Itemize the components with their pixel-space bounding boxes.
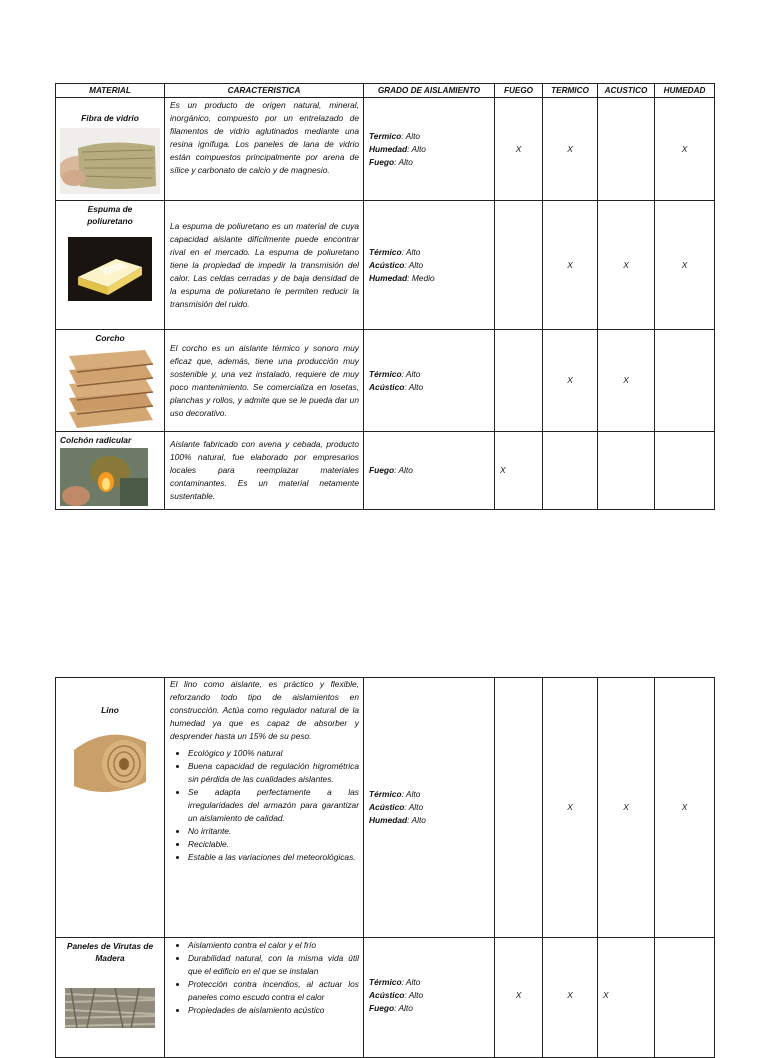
materials-table-1 bbox=[55, 83, 715, 510]
grade-line bbox=[369, 989, 494, 1002]
grade-cell bbox=[364, 98, 495, 201]
mark-humedad: X bbox=[655, 98, 715, 201]
grade-line bbox=[369, 259, 494, 272]
material-cell bbox=[56, 201, 165, 330]
list-item: • Aislamiento contra el calor y el frío bbox=[188, 939, 359, 952]
grade-line bbox=[369, 1002, 494, 1015]
linen-roll-image bbox=[68, 720, 152, 802]
mark-termico: X bbox=[543, 201, 598, 330]
table-row bbox=[56, 201, 715, 330]
grade-value: : Alto bbox=[407, 143, 426, 154]
material-cell bbox=[56, 432, 165, 510]
table-row bbox=[56, 938, 715, 1058]
grade-value: : Alto bbox=[401, 789, 421, 799]
grade-key: Humedad bbox=[369, 815, 408, 825]
table-row bbox=[56, 678, 715, 938]
grade-key: Acústico bbox=[369, 990, 405, 1000]
material-cell bbox=[56, 938, 165, 1058]
grade-value: : Alto bbox=[394, 1003, 413, 1013]
description-cell: La espuma de poliuretano es un material de cuya capacidad aislante difícilmente puede encontrar rival en el mercado. La espuma de poliuretano tiene la propiedad de impedir la transmisión del calor. Las celdas cerradas y de baja densidad de la espuma de poliuretano le permiten reducir la transmisión del ruido. bbox=[165, 201, 364, 330]
description-cell: Es un producto de origen natural, mineral, inorgánico, compuesto por un entrelazado de filamentos de vidrio aglutinados mediante una resina ignífuga. Los paneles de lana de vidrio están compuestos principalmente por arena de sílice y carbonato de calcio y de magnesio. bbox=[165, 98, 364, 201]
mark-acustico: X bbox=[598, 201, 655, 330]
grade-line bbox=[369, 156, 494, 169]
list-item: • Ecológico y 100% natural bbox=[188, 747, 359, 760]
grade-cell bbox=[364, 938, 495, 1058]
grade-value: : Alto bbox=[407, 815, 426, 825]
description-cell: Aislante fabricado con avena y cebada, producto 100% natural, fue elaborado por empresarios locales para reemplazar materiales contaminantes. Es un material netamente sustentable. bbox=[165, 432, 364, 510]
description-cell: El corcho es un aislante térmico y sonoro muy eficaz que, además, tiene una producción muy sostenible y, una vez instalado, requiere de muy poco mantenimiento. Se comercializa en losetas, planchas y rollos, y admite que se le pueda dar un uso decorativo. bbox=[165, 330, 364, 432]
grade-value: : Alto bbox=[401, 130, 421, 141]
list-item: • Durabilidad natural, con la misma vida útil que el edificio en el que se instalan bbox=[188, 952, 359, 978]
header-termico: TERMICO bbox=[543, 84, 598, 98]
grade-line bbox=[369, 464, 494, 477]
grade-value: : Alto bbox=[401, 246, 421, 257]
mark-termico bbox=[543, 432, 598, 510]
material-name: Lino bbox=[101, 705, 119, 715]
mark-fuego: X bbox=[495, 938, 543, 1058]
header-grado: GRADO DE AISLAMIENTO bbox=[364, 84, 495, 98]
mark-acustico: X bbox=[598, 678, 655, 938]
grade-key: Fuego bbox=[369, 156, 395, 167]
grade-key: Térmico bbox=[369, 789, 402, 799]
header-row bbox=[56, 84, 715, 98]
wood-wool-panel-image bbox=[65, 988, 155, 1028]
mark-humedad bbox=[655, 330, 715, 432]
table-row bbox=[56, 432, 715, 510]
material-cell bbox=[56, 330, 165, 432]
mark-humedad: X bbox=[655, 201, 715, 330]
grade-cell bbox=[364, 432, 495, 510]
grade-key: Acústico bbox=[369, 381, 405, 392]
description-cell bbox=[165, 938, 364, 1058]
grade-line bbox=[369, 801, 494, 814]
grade-line bbox=[369, 788, 494, 801]
header-caracteristica: CARACTERISTICA bbox=[165, 84, 364, 98]
mark-fuego bbox=[495, 330, 543, 432]
grade-line bbox=[369, 976, 494, 989]
grade-line bbox=[369, 814, 494, 827]
list-item: • No irritante. bbox=[188, 825, 359, 838]
description-text: El lino como aislante, es práctico y flexible, reforzando todo tipo de aislamientos en construcción. Actúa como regulador natural de la humedad ya que es capaz de absorber y desprender hasta un 15% de su peso. bbox=[170, 679, 359, 741]
grade-line bbox=[369, 272, 494, 285]
list-item: • Protección contra incendios, al actuar los paneles como escudo contra el calor bbox=[188, 978, 359, 1004]
grade-cell bbox=[364, 330, 495, 432]
grade-value: : Alto bbox=[401, 368, 421, 379]
grade-key: Acústico bbox=[369, 802, 405, 812]
mark-humedad: X bbox=[655, 678, 715, 938]
table-row bbox=[56, 98, 715, 201]
polyurethane-foam-image bbox=[68, 237, 152, 301]
grade-value: : Alto bbox=[401, 977, 421, 987]
grade-value: : Medio bbox=[407, 272, 435, 283]
list-item: • Se adapta perfectamente a las irregularidades del armazón para garantizar un aislamiento de calidad. bbox=[188, 786, 359, 825]
grade-key: Térmico bbox=[369, 368, 402, 379]
cork-image bbox=[65, 346, 155, 430]
grade-line bbox=[369, 381, 494, 394]
bullet-list bbox=[170, 747, 359, 864]
material-name: Colchón radicular bbox=[60, 435, 132, 445]
grade-cell bbox=[364, 201, 495, 330]
grade-value: : Alto bbox=[394, 156, 413, 167]
mark-acustico bbox=[598, 98, 655, 201]
material-cell bbox=[56, 98, 165, 201]
header-acustico: ACUSTICO bbox=[598, 84, 655, 98]
list-item: • Propiedades de aislamiento acústico bbox=[188, 1004, 359, 1017]
mark-termico: X bbox=[543, 678, 598, 938]
grade-cell bbox=[364, 678, 495, 938]
grade-key: Fuego bbox=[369, 465, 395, 475]
header-material: MATERIAL bbox=[56, 84, 165, 98]
grade-value: : Alto bbox=[404, 381, 424, 392]
grade-key: Humedad bbox=[369, 272, 408, 283]
fiberglass-image bbox=[60, 128, 160, 194]
mark-acustico: X bbox=[598, 330, 655, 432]
list-item: • Estable a las variaciones del meteorológicas. bbox=[188, 851, 359, 864]
list-item: • Reciclable. bbox=[188, 838, 359, 851]
bullet-list bbox=[170, 939, 359, 1017]
header-humedad: HUMEDAD bbox=[655, 84, 715, 98]
materials-table-2 bbox=[55, 677, 715, 1058]
header-fuego: FUEGO bbox=[495, 84, 543, 98]
mark-humedad bbox=[655, 938, 715, 1058]
material-name: Fibra de vidrio bbox=[81, 113, 139, 123]
grade-key: Termico bbox=[369, 130, 402, 141]
grade-value: : Alto bbox=[404, 259, 424, 270]
grade-line bbox=[369, 246, 494, 259]
mark-fuego bbox=[495, 678, 543, 938]
grade-key: Térmico bbox=[369, 977, 402, 987]
list-item: • Buena capacidad de regulación higrométrica sin pérdida de las cualidades aislantes. bbox=[188, 760, 359, 786]
material-name: Corcho bbox=[95, 333, 125, 343]
grade-key: Acústico bbox=[369, 259, 405, 270]
description-cell bbox=[165, 678, 364, 938]
grade-key: Humedad bbox=[369, 143, 408, 154]
grade-line bbox=[369, 368, 494, 381]
mark-fuego: X bbox=[495, 98, 543, 201]
mark-termico: X bbox=[543, 938, 598, 1058]
grade-value: : Alto bbox=[404, 802, 424, 812]
material-name: Paneles de Virutas de Madera bbox=[66, 941, 154, 963]
mark-termico: X bbox=[543, 330, 598, 432]
root-mat-image bbox=[60, 448, 148, 506]
mark-humedad bbox=[655, 432, 715, 510]
grade-value: : Alto bbox=[404, 990, 424, 1000]
mark-acustico bbox=[598, 432, 655, 510]
grade-line bbox=[369, 143, 494, 156]
mark-termico: X bbox=[543, 98, 598, 201]
grade-key: Fuego bbox=[369, 1003, 395, 1013]
grade-line bbox=[369, 130, 494, 143]
material-name: Espuma de poliuretano bbox=[87, 204, 133, 226]
grade-value: : Alto bbox=[394, 465, 413, 475]
mark-fuego: X bbox=[495, 432, 543, 510]
material-cell bbox=[56, 678, 165, 938]
grade-key: Térmico bbox=[369, 246, 402, 257]
mark-fuego bbox=[495, 201, 543, 330]
mark-acustico: X bbox=[598, 938, 655, 1058]
table-row bbox=[56, 330, 715, 432]
